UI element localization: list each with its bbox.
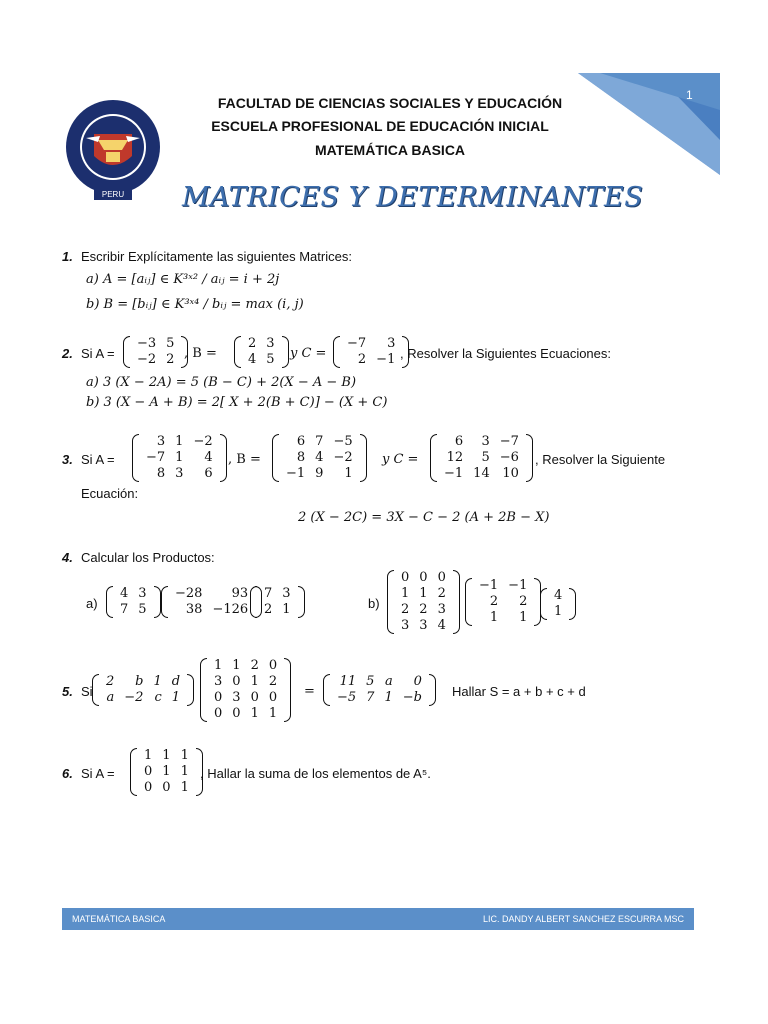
- matrix-entry: 1: [162, 764, 171, 779]
- left-paren: [387, 570, 394, 634]
- matrix-entry: 10: [502, 466, 519, 481]
- q2-b: b) 3 (X − A + B) = 2[ X + 2(B + C)] − (X + C): [86, 395, 388, 410]
- matrix-entry: 0: [250, 690, 259, 705]
- matrix-entry: −126: [212, 602, 249, 617]
- q3-matrix-c: [430, 434, 533, 482]
- matrix-entry: 3: [266, 336, 275, 351]
- matrix-entry: 1: [268, 706, 278, 721]
- matrix-entry: 1: [175, 434, 184, 449]
- matrix-entry: c: [154, 690, 162, 705]
- matrix-entry: 1: [144, 748, 153, 763]
- matrix-entry: 0: [437, 570, 446, 585]
- q2-b-label: , B =: [184, 346, 217, 361]
- page-footer: [62, 908, 694, 930]
- matrix-entry: 5: [366, 674, 375, 689]
- school-heading: ESCUELA PROFESIONAL DE EDUCACIÓN INICIAL: [211, 118, 549, 134]
- matrix-entry: 2: [248, 336, 257, 351]
- left-paren: [92, 674, 99, 706]
- right-paren: [360, 434, 367, 482]
- matrix-entry: 4: [315, 450, 324, 465]
- left-paren: [130, 748, 137, 796]
- matrix-entry: 1: [214, 658, 223, 673]
- matrix-entry: 0: [268, 658, 278, 673]
- matrix-entry: 0: [214, 690, 223, 705]
- matrix-entry: a: [106, 690, 115, 705]
- right-paren: [282, 336, 289, 368]
- q4-b-matrix-2: [465, 578, 541, 626]
- matrix-entry: 0: [232, 706, 241, 721]
- matrix-entry: 1: [282, 602, 291, 617]
- q4-b-label: b): [368, 596, 380, 611]
- left-paren: [200, 658, 207, 722]
- matrix-entry: b: [135, 674, 144, 689]
- matrix-entry: 6: [204, 466, 213, 481]
- matrix-entry: 2: [489, 594, 499, 609]
- matrix-entry: 8: [296, 450, 306, 465]
- faculty-heading: FACULTAD DE CIENCIAS SOCIALES Y EDUCACIÓN: [217, 95, 563, 111]
- right-paren: [220, 434, 227, 482]
- matrix-entry: 11: [339, 674, 357, 689]
- left-paren: [250, 586, 257, 618]
- left-paren: [430, 434, 437, 482]
- matrix-entry: 0: [144, 764, 153, 779]
- left-paren: [540, 588, 547, 620]
- matrix-entry: −2: [193, 434, 213, 449]
- matrix-entry: −7: [347, 336, 367, 351]
- matrix-entry: 1: [384, 690, 393, 705]
- matrix-entry: 2: [268, 674, 278, 689]
- matrix-entry: 6: [454, 434, 464, 449]
- right-paren: [429, 674, 436, 706]
- matrix-entry: −2: [137, 352, 157, 367]
- matrix-entry: 7: [366, 690, 375, 705]
- matrix-entry: 38: [185, 602, 203, 617]
- matrix-entry: 12: [446, 450, 464, 465]
- document-title: MATRICES Y DETERMINANTES: [182, 182, 644, 213]
- matrix-entry: 2: [519, 594, 528, 609]
- matrix-entry: 0: [214, 706, 223, 721]
- q2-matrix-b: [234, 336, 289, 368]
- right-paren: [453, 570, 460, 634]
- q1-text: Escribir Explícitamente las siguientes Matrices:: [81, 249, 352, 264]
- matrix-entry: 14: [473, 466, 490, 481]
- matrix-entry: −1: [479, 578, 499, 593]
- matrix-entry: 93: [231, 586, 249, 601]
- matrix-entry: 1: [250, 674, 259, 689]
- q4-b-matrix-1: [387, 570, 460, 634]
- q3-matrix-a: [132, 434, 227, 482]
- matrix-entry: 4: [437, 618, 446, 633]
- q4-a-label: a): [86, 596, 98, 611]
- q5-si: Si: [81, 684, 93, 699]
- q6-si: Si A =: [81, 766, 115, 781]
- q5-text: Hallar S = a + b + c + d: [452, 684, 586, 699]
- matrix-entry: −3: [137, 336, 157, 351]
- matrix-entry: 0: [413, 674, 422, 689]
- q3-si: Si A =: [81, 452, 115, 467]
- q3-number: 3.: [62, 452, 73, 467]
- q3-b-label: , B =: [228, 452, 261, 467]
- svg-text:PERU: PERU: [101, 190, 125, 199]
- q4-text: Calcular los Productos:: [81, 550, 215, 565]
- q4-b-matrix-3: [540, 588, 576, 620]
- matrix-entry: 7: [264, 586, 273, 601]
- matrix-entry: a: [384, 674, 393, 689]
- q2-number: 2.: [62, 346, 73, 361]
- q6-text: , Hallar la suma de los elementos de A⁵.: [200, 766, 431, 781]
- matrix-entry: 0: [232, 674, 241, 689]
- q2-matrix-a: [123, 336, 188, 368]
- matrix-entry: 1: [344, 466, 353, 481]
- q3-text2: Ecuación:: [81, 486, 139, 501]
- q6-matrix-a: [130, 748, 203, 796]
- matrix-entry: 2: [250, 658, 259, 673]
- q2-c-label: y C =: [290, 346, 327, 361]
- q5-matrix-3: [323, 674, 436, 706]
- footer-author: LIC. DANDY ALBERT SANCHEZ ESCURRA MSC: [482, 914, 684, 924]
- matrix-entry: 1: [401, 586, 410, 601]
- matrix-entry: −b: [402, 690, 422, 705]
- matrix-entry: 6: [296, 434, 306, 449]
- left-paren: [132, 434, 139, 482]
- left-paren: [333, 336, 340, 368]
- matrix-entry: 5: [166, 336, 175, 351]
- right-paren: [569, 588, 576, 620]
- matrix-entry: 1: [250, 706, 259, 721]
- matrix-entry: 2: [437, 586, 446, 601]
- right-paren: [187, 674, 194, 706]
- matrix-entry: 8: [156, 466, 166, 481]
- university-logo: [64, 94, 162, 204]
- q1-b: b) B = [bᵢⱼ] ∈ K³ˣ⁴ / bᵢⱼ = max (i, j): [86, 297, 304, 312]
- matrix-entry: 1: [171, 690, 181, 705]
- q1-a: a) A = [aᵢⱼ] ∈ K³ˣ² / aᵢⱼ = i + 2j: [86, 272, 280, 287]
- matrix-entry: 3: [232, 690, 241, 705]
- matrix-entry: 3: [387, 336, 396, 351]
- q2-text: , Resolver la Siguientes Ecuaciones:: [400, 346, 612, 361]
- matrix-entry: 1: [489, 610, 499, 625]
- matrix-entry: 1: [180, 780, 189, 795]
- matrix-entry: 3: [401, 618, 410, 633]
- matrix-entry: −1: [376, 352, 396, 367]
- footer-course: MATEMÁTICA BASICA: [72, 914, 166, 924]
- left-paren: [323, 674, 330, 706]
- matrix-entry: 0: [401, 570, 410, 585]
- matrix-entry: 1: [419, 586, 428, 601]
- left-paren: [106, 586, 113, 618]
- q3-c-label: y C =: [382, 452, 419, 467]
- left-paren: [161, 586, 168, 618]
- q4-a-matrix-3: [250, 586, 305, 618]
- q4-a-matrix-1: [106, 586, 161, 618]
- matrix-entry: 0: [162, 780, 171, 795]
- left-paren: [272, 434, 279, 482]
- matrix-entry: −1: [444, 466, 464, 481]
- matrix-entry: −6: [499, 450, 519, 465]
- matrix-entry: 2: [357, 352, 367, 367]
- q5-matrix-1: [92, 674, 194, 706]
- q2-si: Si A =: [81, 346, 115, 361]
- matrix-entry: 4: [204, 450, 213, 465]
- matrix-entry: −7: [499, 434, 519, 449]
- matrix-entry: −5: [333, 434, 353, 449]
- matrix-entry: 0: [268, 690, 278, 705]
- matrix-entry: 4: [248, 352, 257, 367]
- matrix-entry: −7: [146, 450, 166, 465]
- matrix-entry: 3: [138, 586, 147, 601]
- matrix-entry: 2: [106, 674, 115, 689]
- page-number: 1: [686, 88, 693, 102]
- matrix-entry: 7: [120, 602, 129, 617]
- matrix-entry: 1: [153, 674, 162, 689]
- matrix-entry: 9: [315, 466, 324, 481]
- matrix-entry: 0: [419, 570, 428, 585]
- matrix-entry: −28: [175, 586, 203, 601]
- matrix-entry: 1: [232, 658, 241, 673]
- right-paren: [284, 658, 291, 722]
- q1-number: 1.: [62, 249, 73, 264]
- q6-number: 6.: [62, 766, 73, 781]
- q3-equation: 2 (X − 2C) = 3X − C − 2 (A + 2B − X): [298, 510, 550, 525]
- matrix-entry: 5: [266, 352, 275, 367]
- matrix-entry: −1: [286, 466, 306, 481]
- matrix-entry: 3: [175, 466, 184, 481]
- matrix-entry: 3: [156, 434, 166, 449]
- matrix-entry: 5: [138, 602, 147, 617]
- matrix-entry: 7: [315, 434, 324, 449]
- matrix-entry: 3: [419, 618, 428, 633]
- matrix-entry: −1: [508, 578, 528, 593]
- matrix-entry: 2: [264, 602, 273, 617]
- matrix-entry: 1: [519, 610, 528, 625]
- course-heading: MATEMÁTICA BASICA: [314, 142, 466, 158]
- matrix-entry: 5: [481, 450, 490, 465]
- q3-text: , Resolver la Siguiente: [535, 452, 666, 467]
- left-paren: [123, 336, 130, 368]
- q4-a-matrix-2: [161, 586, 262, 618]
- right-paren: [154, 586, 161, 618]
- matrix-entry: 3: [437, 602, 446, 617]
- matrix-entry: 2: [419, 602, 428, 617]
- q5-number: 5.: [62, 684, 73, 699]
- matrix-entry: 4: [554, 588, 563, 603]
- left-paren: [234, 336, 241, 368]
- q4-number: 4.: [62, 550, 73, 565]
- matrix-entry: 0: [144, 780, 153, 795]
- q2-matrix-c: [333, 336, 409, 368]
- q5-matrix-2: [200, 658, 291, 722]
- matrix-entry: 3: [214, 674, 223, 689]
- matrix-entry: 1: [554, 604, 563, 619]
- q5-equals: =: [304, 684, 315, 699]
- matrix-entry: 2: [166, 352, 175, 367]
- matrix-entry: −2: [333, 450, 353, 465]
- matrix-entry: 2: [401, 602, 410, 617]
- matrix-entry: 1: [175, 450, 184, 465]
- right-paren: [298, 586, 305, 618]
- matrix-entry: 4: [120, 586, 129, 601]
- q3-matrix-b: [272, 434, 367, 482]
- matrix-entry: 1: [162, 748, 171, 763]
- matrix-entry: 1: [180, 764, 189, 779]
- matrix-entry: −5: [337, 690, 357, 705]
- matrix-entry: 3: [481, 434, 490, 449]
- matrix-entry: −2: [124, 690, 144, 705]
- matrix-entry: 3: [282, 586, 291, 601]
- q2-a: a) 3 (X − 2A) = 5 (B − C) + 2(X − A − B): [86, 375, 357, 390]
- left-paren: [465, 578, 472, 626]
- right-paren: [526, 434, 533, 482]
- matrix-entry: 1: [180, 748, 189, 763]
- matrix-entry: d: [171, 674, 181, 689]
